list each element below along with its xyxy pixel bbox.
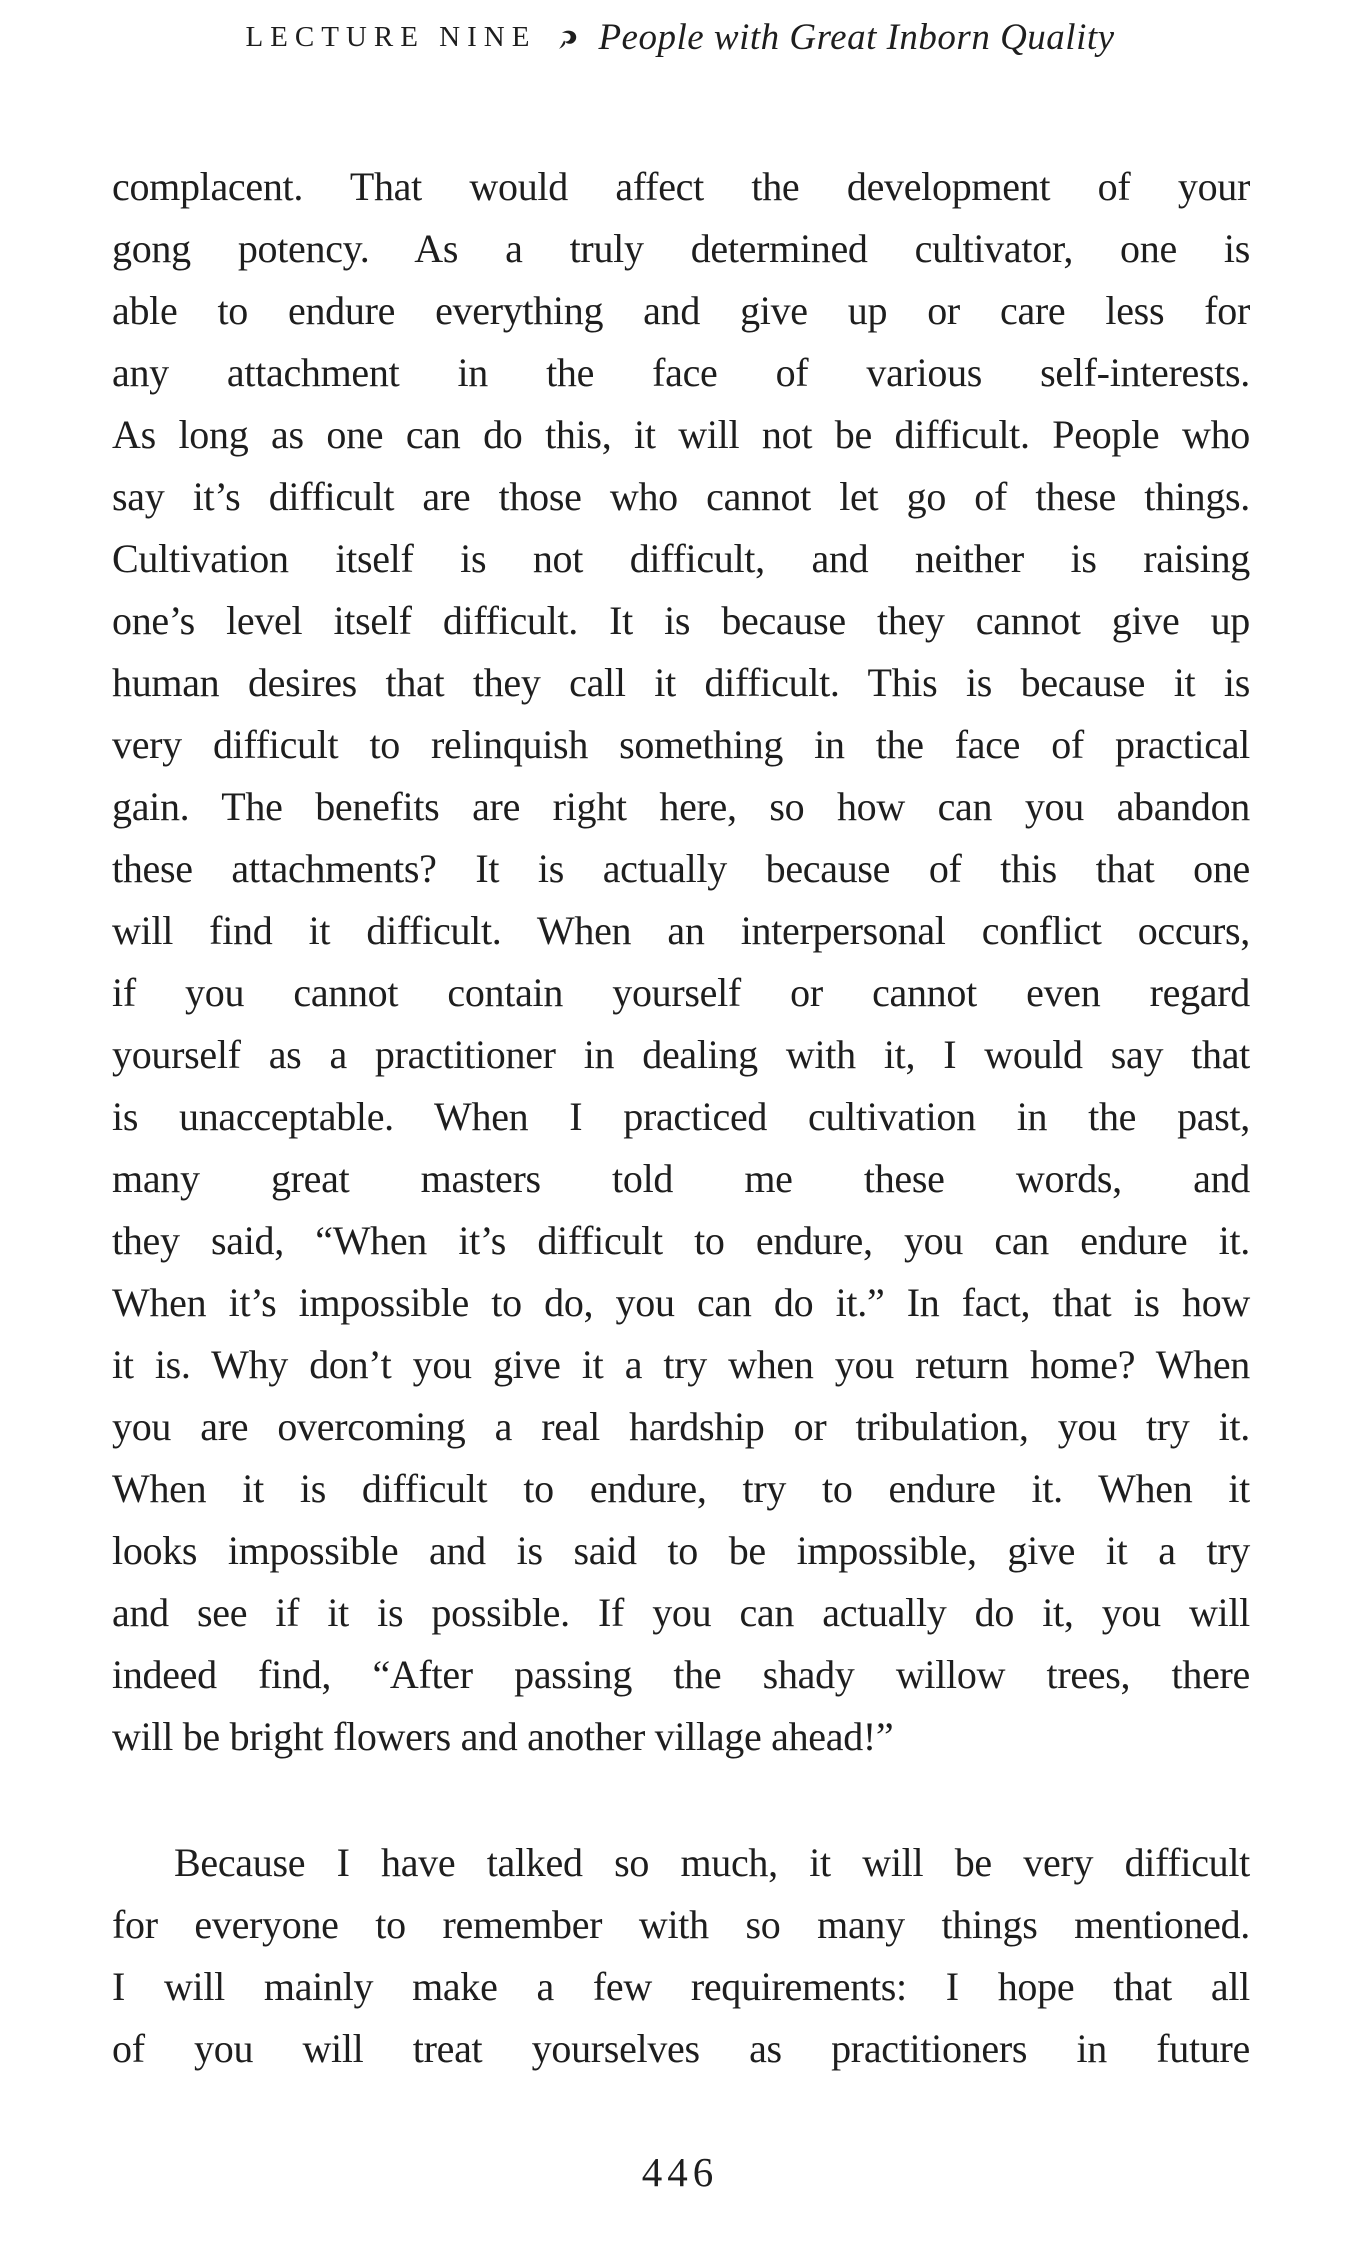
text-line: looks impossible and is said to be impossible, give it a try [112, 1528, 1250, 1573]
text-line: if you cannot contain yourself or cannot even regard [112, 970, 1250, 1015]
text-line: you are overcoming a real hardship or tribulation, you try it. [112, 1404, 1250, 1449]
text-line: gong potency. As a truly determined cultivator, one is [112, 226, 1250, 271]
text-line: Cultivation itself is not difficult, and neither is raising [112, 536, 1250, 581]
text-line: it is. Why don’t you give it a try when you return home? When [112, 1342, 1250, 1387]
text-line: many great masters told me these words, and [112, 1156, 1250, 1201]
body-text [112, 156, 1250, 2080]
text-line: very difficult to relinquish something in the face of practical [112, 722, 1250, 767]
text-line: will be bright flowers and another village ahead!” [112, 1714, 894, 1759]
hedera-leaf-icon [552, 25, 582, 55]
text-line: able to endure everything and give up or care less for [112, 288, 1250, 333]
text-line: complacent. That would affect the development of your [112, 164, 1250, 209]
text-line: As long as one can do this, it will not be difficult. People who [112, 412, 1250, 457]
text-line: human desires that they call it difficult. This is because it is [112, 660, 1250, 705]
text-line: and see if it is possible. If you can actually do it, you will [112, 1590, 1250, 1635]
text-line: of you will treat yourselves as practitioners in future [112, 2026, 1250, 2071]
text-line: yourself as a practitioner in dealing with it, I would say that [112, 1032, 1250, 1077]
chapter-title: People with Great Inborn Quality [598, 17, 1115, 58]
page-number: 446 [641, 2149, 719, 2195]
text-line: these attachments? It is actually because of this that one [112, 846, 1250, 891]
text-line: they said, “When it’s difficult to endure, you can endure it. [112, 1218, 1250, 1263]
text-line: any attachment in the face of various self-interests. [112, 350, 1250, 395]
text-line: say it’s difficult are those who cannot let go of these things. [112, 474, 1250, 519]
text-line: Because I have talked so much, it will be very difficult [174, 1840, 1250, 1885]
paragraph [112, 1832, 1250, 2080]
text-line: When it is difficult to endure, try to endure it. When it [112, 1466, 1250, 1511]
text-line: is unacceptable. When I practiced cultivation in the past, [112, 1094, 1250, 1139]
text-line: When it’s impossible to do, you can do it.” In fact, that is how [112, 1280, 1250, 1325]
text-line: I will mainly make a few requirements: I hope that all [112, 1964, 1250, 2009]
text-line: for everyone to remember with so many things mentioned. [112, 1902, 1250, 1947]
text-line: gain. The benefits are right here, so how can you abandon [112, 784, 1250, 829]
text-line: indeed find, “After passing the shady willow trees, there [112, 1652, 1250, 1697]
text-line: will find it difficult. When an interpersonal conflict occurs, [112, 908, 1250, 953]
text-line: one’s level itself difficult. It is because they cannot give up [112, 598, 1250, 643]
lecture-label: LECTURE NINE [245, 21, 537, 53]
running-head [0, 16, 1360, 59]
paragraph [112, 156, 1250, 1768]
